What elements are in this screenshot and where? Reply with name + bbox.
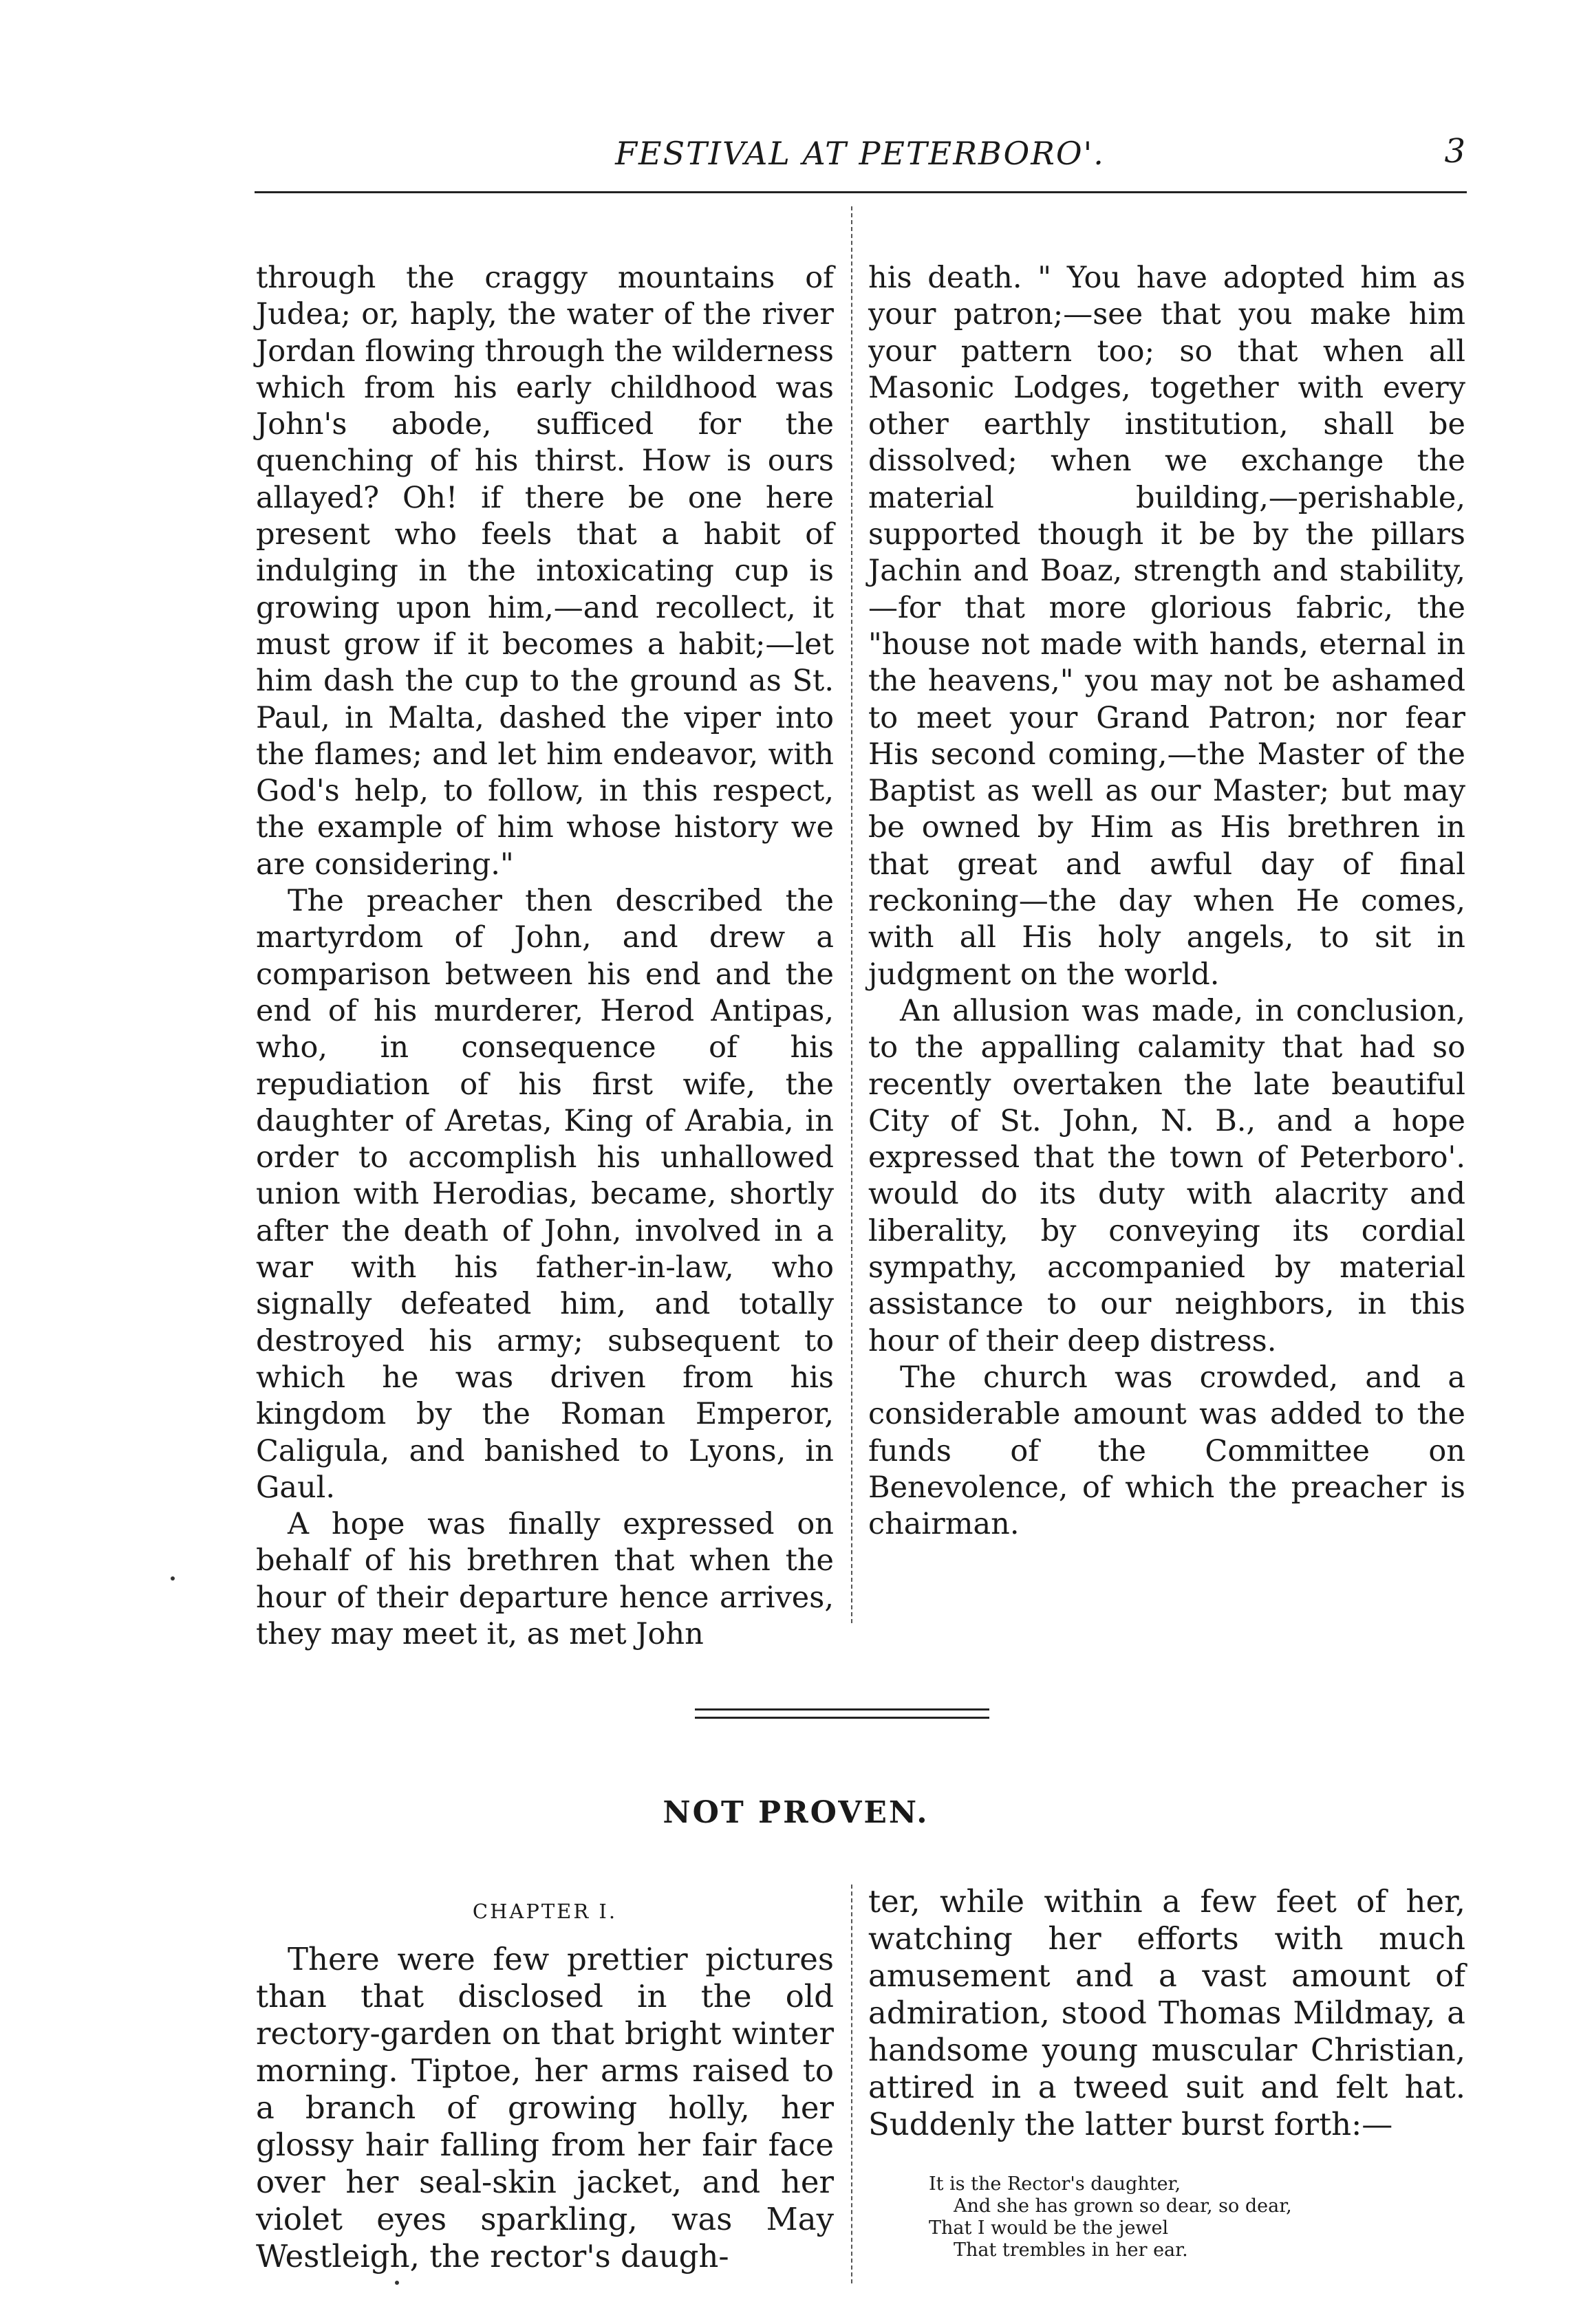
paragraph: ter, while within a few feet of her, watching her efforts with much amusement and a vast amount of admiration, stood Thomas Mildmay, a handsome young muscular Christian, attired in a tweed suit and felt hat. Suddenly the latter burst forth:— xyxy=(868,1883,1465,2142)
print-speck xyxy=(395,2281,399,2285)
running-title: FESTIVAL AT PETERBORO'. xyxy=(615,135,1105,172)
paragraph: The church was crowded, and a considerable amount was added to the funds of the Committee on Benevolence, of which the preacher is chairman. xyxy=(868,1360,1465,1542)
running-header xyxy=(255,129,1465,184)
verse-line: That trembles in her ear. xyxy=(954,2239,1188,2261)
paragraph: A hope was finally expressed on behalf of his brethren that when the hour of their departure hence arrives, they may meet it, as met John xyxy=(256,1507,834,1651)
chapter-heading: CHAPTER I. xyxy=(472,1900,618,1923)
print-speck xyxy=(171,1576,175,1581)
paragraph: There were few prettier pictures than that disclosed in the old rectory-garden on that bright winter morning. Tiptoe, her arms raised to a branch of growing holly, her glossy hair falling from her fair face over her seal-skin jacket, and her violet eyes sparkling, was May Westleigh, the rector's daugh- xyxy=(256,1941,834,2274)
verse-line: And she has grown so dear, so dear, xyxy=(954,2195,1292,2217)
section-two-left-column xyxy=(256,1941,834,2275)
section-one-left-column xyxy=(256,260,834,1653)
paragraph: An allusion was made, in conclusion, to the appalling calamity that had so recently overtaken the late beautiful City of St. John, N. B., and a hope expressed that the town of Peterboro'. would do its duty with alacrity and liberality, by conveying its cordial sympathy, accompanied by material assistance to our neighbors, in this hour of their deep distress. xyxy=(868,993,1465,1358)
paragraph: through the craggy mountains of Judea; or, haply, the water of the river Jordan flowing through the wilderness which from his early childhood was John's abode, sufficed for the quenching of his thirst. How is ours allayed? Oh! if there be one here present who feels that a habit of indulging in the intoxicating cup is growing upon him,—and recollect, it must grow if it becomes a habit;—let him dash the cup to the ground as St. Paul, in Malta, dashed the viper into the flames; and let him endeavor, with God's help, to follow, in this respect, the example of him whose history we are considering." xyxy=(256,261,834,882)
page-number: 3 xyxy=(1444,132,1465,171)
section-separator xyxy=(695,1708,989,1711)
section-two-right-column xyxy=(868,1883,1465,2143)
verse-line: That I would be the jewel xyxy=(929,2217,1169,2239)
verse-quote xyxy=(929,2173,1355,2261)
paragraph: The preacher then described the martyrdom of John, and drew a comparison between his end and the end of his murderer, Herod Antipas, who, in consequence of his repudiation of his first wife, the daughter of Aretas, King of Arabia, in order to accomplish his unhallowed union with Herodias, became, shortly after the death of John, involved in a war with his father-in-law, who signally defeated him, and totally destroyed his army; subsequent to which he was driven from his kingdom by the Roman Emperor, Caligula, and banished to Lyons, in Gaul. xyxy=(256,884,834,1505)
header-rule xyxy=(255,191,1467,193)
column-divider xyxy=(851,206,852,1623)
paragraph: his death. " You have adopted him as your patron;—see that you make him your pattern too; so that when all Masonic Lodges, together with every other earthly institution, shall be dissolved; when we exchange the material building,—perishable, supported though it be by the pillars Jachin and Boaz, strength and stability,—for that more glorious fabric, the "house not made with hands, eternal in the heavens," you may not be ashamed to meet your Grand Patron; nor fear His second coming,—the Master of the Baptist as well as our Master; but may be owned by Him as His brethren in that great and awful day of final reckoning—the day when He comes, with all His holy angels, to sit in judgment on the world. xyxy=(868,261,1465,992)
section-one-right-column xyxy=(868,260,1465,1543)
verse-line: It is the Rector's daughter, xyxy=(929,2173,1181,2195)
section-separator xyxy=(695,1717,989,1719)
column-divider xyxy=(851,1885,852,2283)
story-title: NOT PROVEN. xyxy=(663,1795,929,1830)
